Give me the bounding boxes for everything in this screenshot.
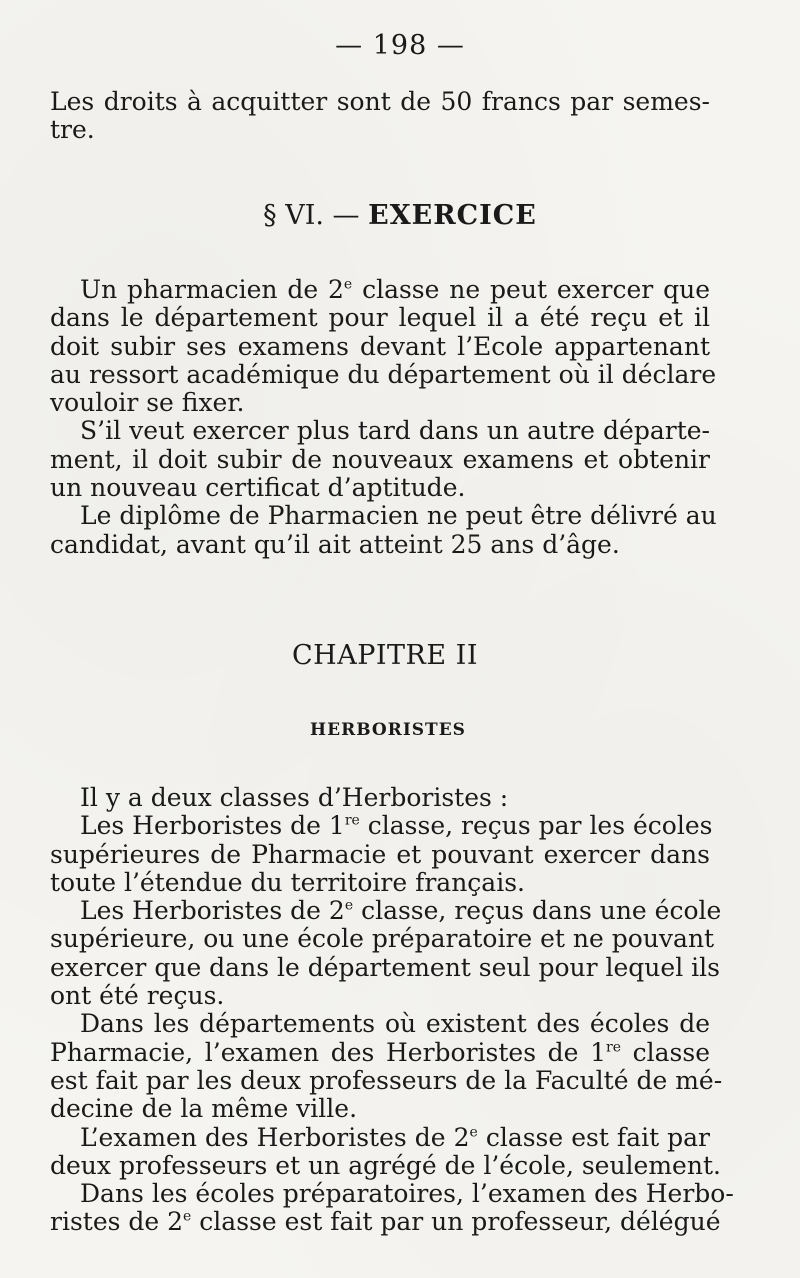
text-line: ristes de 2e classe est fait par un professeur, délégué bbox=[50, 1207, 721, 1237]
text-line: Pharmacie, l’examen des Herboristes de 1re classe bbox=[50, 1037, 710, 1067]
text-line: Un pharmacien de 2e classe ne peut exercer que bbox=[80, 275, 710, 304]
text-line: un nouveau certificat d’aptitude. bbox=[50, 473, 466, 503]
text-line: deux professeurs et un agrégé de l’école, seulement. bbox=[50, 1150, 721, 1180]
text-line: Le diplôme de Pharmacien ne peut être délivré au bbox=[80, 501, 717, 531]
exercice-text bbox=[50, 275, 717, 559]
section-title: EXERCICE bbox=[368, 200, 537, 231]
text-line: Les Herboristes de 2e classe, reçus dans une école bbox=[80, 896, 722, 926]
text-line: decine de la même ville. bbox=[50, 1094, 358, 1124]
text-line: Dans les départements où existent des écoles de bbox=[80, 1009, 710, 1039]
section-heading bbox=[0, 200, 800, 231]
text-line: toute l’étendue du territoire français. bbox=[50, 867, 525, 897]
text-line: Les droits à acquitter sont de 50 francs par semes- bbox=[50, 87, 710, 116]
text-line: au ressort académique du département où il déclare bbox=[50, 359, 717, 389]
text-line: S’il veut exercer plus tard dans un autre départe- bbox=[80, 416, 710, 446]
text-line: Les Herboristes de 1re classe, reçus par les écoles bbox=[80, 811, 713, 841]
text-line: candidat, avant qu’il ait atteint 25 ans d’âge. bbox=[50, 529, 620, 559]
text-line: est fait par les deux professeurs de la Faculté de mé- bbox=[50, 1065, 723, 1095]
text-line: supérieure, ou une école préparatoire et ne pouvant bbox=[50, 924, 715, 954]
text-line: ont été reçus. bbox=[50, 981, 225, 1011]
text-line: L’examen des Herboristes de 2e classe est fait par bbox=[80, 1122, 711, 1152]
herboristes-text bbox=[50, 783, 734, 1237]
page-number: — 198 — bbox=[335, 30, 465, 61]
text-line: dans le département pour lequel il a été reçu et il bbox=[50, 303, 710, 333]
text-line: doit subir ses examens devant l’Ecole appartenant bbox=[50, 331, 710, 361]
text-line: supérieures de Pharmacie et pouvant exercer dans bbox=[50, 839, 710, 869]
text-line: exercer que dans le département seul pour lequel ils bbox=[50, 952, 720, 982]
text-line: tre. bbox=[50, 115, 95, 145]
intro-paragraph bbox=[50, 88, 710, 145]
text-line: vouloir se fixer. bbox=[50, 388, 245, 418]
chapter-subtitle: HERBORISTES bbox=[310, 720, 466, 740]
text-line: Il y a deux classes d’Herboristes : bbox=[80, 783, 509, 812]
text-line: Dans les écoles préparatoires, l’examen des Herbo- bbox=[80, 1179, 734, 1209]
chapter-title: CHAPITRE II bbox=[292, 640, 478, 671]
text-line: ment, il doit subir de nouveaux examens et obtenir bbox=[50, 444, 710, 474]
section-number: § VI. — bbox=[263, 200, 369, 231]
